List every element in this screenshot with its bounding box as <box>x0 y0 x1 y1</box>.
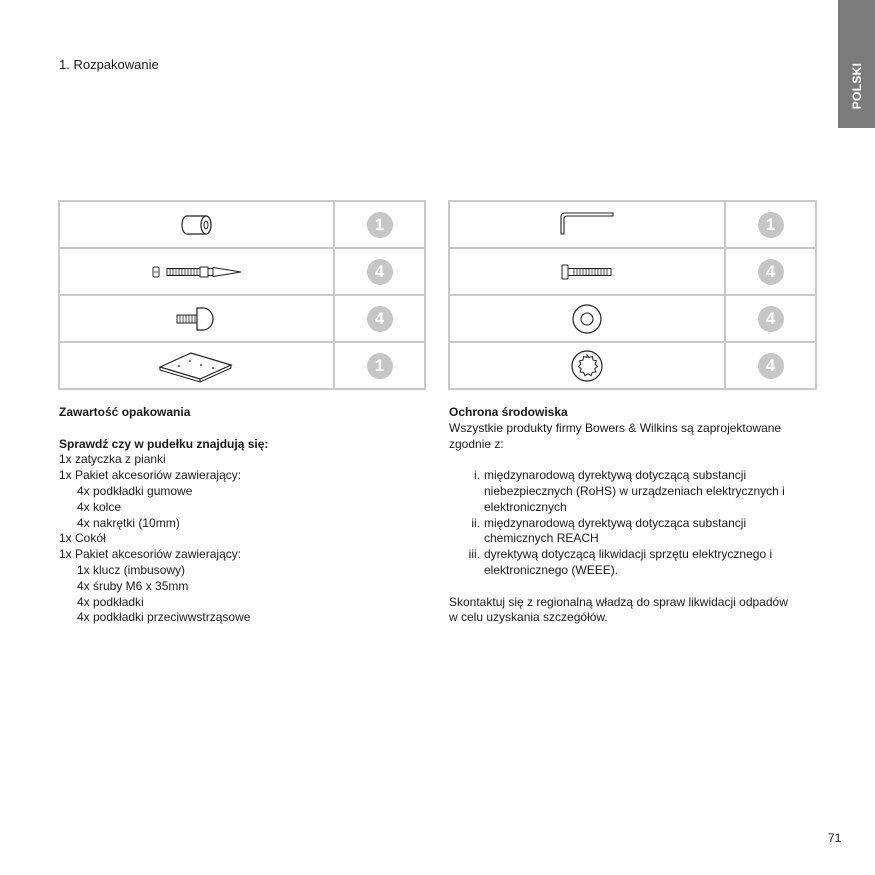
contact-line: w celu uzyskania szczegółów. <box>449 610 608 625</box>
directive-line: dyrektywą dotyczącą likwidacji sprzętu elektrycznego i <box>484 547 773 562</box>
environment-title: Ochrona środowiska <box>449 405 568 419</box>
foam-bung-icon <box>177 210 217 240</box>
list-item: 1x Pakiet akcesoriów zawierający: <box>59 547 242 562</box>
list-item: 1x zatyczka z pianki <box>59 452 166 467</box>
directive-item <box>449 547 824 579</box>
plinth-icon <box>157 349 237 383</box>
part-image-cell <box>450 296 726 341</box>
quantity-cell <box>335 249 424 294</box>
shakeproof-washer-icon <box>569 348 605 384</box>
quantity-cell <box>726 343 815 388</box>
list-item: 4x podkładki przeciwwstrząsowe <box>77 610 251 625</box>
part-image-cell <box>60 343 335 388</box>
directive-line: międzynarodową dyrektywą dotycząca substancji <box>484 515 747 530</box>
directive-line: elektronicznych <box>484 499 567 514</box>
language-tab <box>838 0 875 128</box>
parts-row <box>60 343 424 388</box>
quantity-badge: 1 <box>367 353 393 379</box>
list-item: 4x nakrętki (10mm) <box>77 515 180 530</box>
intro-line: zgodnie z: <box>449 436 504 451</box>
parts-row <box>60 249 424 296</box>
page-number: 71 <box>828 831 842 845</box>
contents-title: Zawartość opakowania <box>59 405 191 419</box>
directive-item <box>449 516 824 548</box>
directive-line: niebezpiecznych (RoHS) w urządzeniach elektrycznych i <box>484 483 785 498</box>
list-item: 4x kolce <box>77 499 122 514</box>
allen-key-icon <box>558 211 616 239</box>
directive-item <box>449 468 824 515</box>
list-item: 1x Pakiet akcesoriów zawierający: <box>59 468 242 483</box>
quantity-cell <box>335 202 424 247</box>
list-item: 4x podkładki <box>77 594 144 609</box>
quantity-badge: 4 <box>758 353 784 379</box>
quantity-badge: 1 <box>367 212 393 238</box>
spike-icon <box>151 262 243 282</box>
language-tab-label: POLSKI <box>849 62 864 110</box>
list-item: 4x śruby M6 x 35mm <box>77 578 189 593</box>
quantity-badge: 4 <box>367 306 393 332</box>
parts-row <box>450 202 815 249</box>
m6-bolt-icon <box>560 262 614 282</box>
quantity-badge: 4 <box>758 306 784 332</box>
part-image-cell <box>450 249 726 294</box>
parts-table-left <box>58 200 426 390</box>
directive-line: elektronicznego (WEEE). <box>484 562 619 577</box>
washer-icon <box>570 302 604 336</box>
quantity-cell <box>726 202 815 247</box>
directive-number: i. <box>474 468 480 483</box>
contents-section <box>59 405 429 626</box>
quantity-badge: 4 <box>367 259 393 285</box>
contact-line: Skontaktuj się z regionalną władzą do spraw likwidacji odpadów <box>449 594 788 609</box>
parts-row <box>60 296 424 343</box>
quantity-badge: 4 <box>758 259 784 285</box>
intro-line: Wszystkie produkty firmy Bowers & Wilkins są zaprojektowane <box>449 420 782 435</box>
directive-number: ii. <box>471 515 480 530</box>
parts-table-right <box>448 200 817 390</box>
part-image-cell <box>450 343 726 388</box>
directive-line: międzynarodową dyrektywą dotyczącą substancji <box>484 468 747 483</box>
list-item: 4x podkładki gumowe <box>77 483 193 498</box>
directive-line: chemicznych REACH <box>484 531 599 546</box>
rubber-foot-icon <box>175 304 219 334</box>
list-item: 1x Cokół <box>59 531 106 546</box>
quantity-cell <box>335 296 424 341</box>
parts-row <box>450 343 815 388</box>
section-heading: 1. Rozpakowanie <box>59 57 159 72</box>
quantity-cell <box>335 343 424 388</box>
environment-section <box>449 405 824 626</box>
part-image-cell <box>60 296 335 341</box>
directive-number: iii. <box>468 547 480 562</box>
list-item: 1x klucz (imbusowy) <box>77 562 186 577</box>
parts-row <box>60 202 424 249</box>
parts-row <box>450 296 815 343</box>
part-image-cell <box>450 202 726 247</box>
check-heading: Sprawdź czy w pudełku znajdują się: <box>59 436 269 451</box>
part-image-cell <box>60 202 335 247</box>
part-image-cell <box>60 249 335 294</box>
quantity-badge: 1 <box>758 212 784 238</box>
quantity-cell <box>726 296 815 341</box>
quantity-cell <box>726 249 815 294</box>
parts-row <box>450 249 815 296</box>
